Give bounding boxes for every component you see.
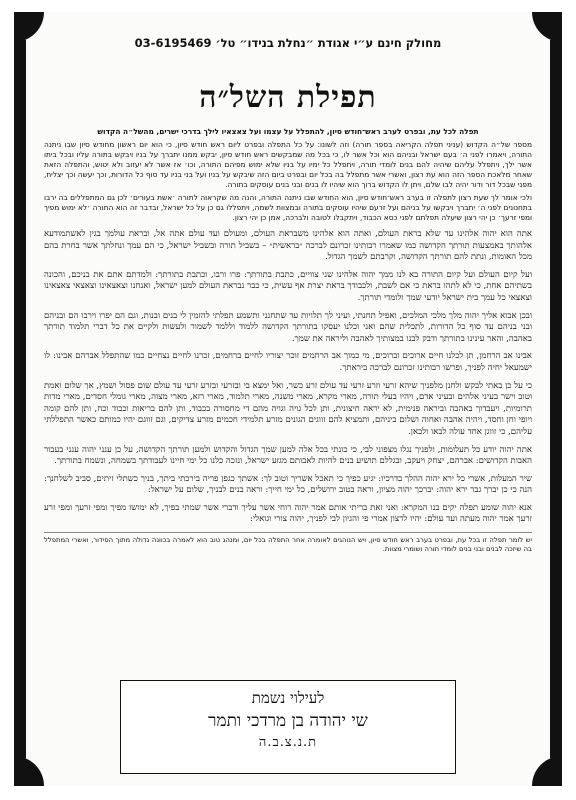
prayer-paragraph: אתה הוא יהוה אלהינו עד שלא בראת העולם, ואתה הוא אלהינו משבראת העולם, ומעולם ועד עולם אתה אל, ובראת עולמך בגין לאשתמודעא אלהותך באמצעות תורתך הקדושה כמו שאמרו רבותינו זכרונם לברכה ״בראשית״ – בשביל תורה ובשביל ישראל, כי הם עמך ונחלתך אשר בחרת בהם מכל האומות, ונתת להם תורתך הקדושה, וקרבתם לשמך הגדול.: [44, 229, 532, 263]
memorial-heading: לעילוי נשמת: [251, 689, 325, 707]
memorial-abbreviation: ת.נ.צ.ב.ה: [258, 735, 318, 750]
frame-border: [14, 40, 26, 758]
prayer-paragraph: ועל קיום העולם ועל קיום התורה בא לנו ממך יהוה אלהינו שני צוויים, כתבת בתורתך: פרו ורבו, וכתבת בתורתך: ולמדתם אתם את בניכם, והכונה בשתיהם אחת, כי לא לתהו בראת כי אם לשבת, ולכבודך בראת יצרת אף עשית, כי כבר נבראת העולם למען ישראל, ואנחנו וצאצאינו וצאצאי צאצאינו וצאצאי כל עמך בית ישראל יודעי שמך ולומדי תורתך.: [44, 269, 532, 303]
intro-section: [44, 127, 532, 223]
frame-corner: [532, 756, 562, 786]
prayer-paragraph: אתה יהוה יודע כל תעלומות, ולפניך נגלו מצפוני לבי, כי כונתי בכל אלה למען שמך הגדול והקדוש ולמען תורתך הקדושה, על כן ענני יהוה ענני בעבור האבות הקדושים: אברהם, יצחק ויעקב, ובגללם תושיע בנים להיות לאבותם מגזע ישראל, ונזכה כלנו כל ימי חיינו לעבודתך בשמחה, ונשמח בתורתך.: [44, 444, 532, 467]
footnote: יש לומר תפלה זו בכל עת, ובפרט בערב ראש חודש סיון, ויש הנוהגים לאומרה אחר התפלה בכל יום, ומנהג טוב הוא לאמרה בכוונה גדולה מתוך הסידור, ואשרי המתפלל בה שיזכה לבנים ובני בנים לומדי תורה ושומרי מצוות.: [44, 532, 532, 554]
intro-paragraph: ולכי אומר לך שעת רצון לתפלה זו בערב ראש־חודש סיון, הוא החודש שבו ניתנה התורה, והנה מה שקראוה לתורה ׳אשת בעורים׳ לכן גם המתפללים בה ירבו בתחנונים לפני ה׳ יתברך ויבקשו על בניהם ועל זרעם שיהיו עוסקים בתורה ובמצוות לשמה, ויתפללו גם כן על כל ישראל, ובדבר זה הוא התורה ׳לא ימוש מפיך ומפי זרעך׳ כן יהי רצון שיעלה תפלתם לפני כסא הכבוד, ויתקבלו לטובה ולברכה, אמן כן יהי רצון.: [44, 193, 532, 222]
intro-lead: תפלה לכל עת, ובפרט לערב ראש־חודש סיון, להתפלל על עצמו ועל צאצאיו לילך בדרכי ישרים, מהשל״ה הקדוש: [97, 127, 479, 136]
intro-paragraph: מספר של״ה הקדוש (עניני תפלה הקריאה בספר תורה) וזה לשונו: על כל התפלה ובפרט ליום ראש חודש סיון, כי הוא יום ראשון מחודש סיון שבו ניתנה התורה, ויאמרו לפני ה׳ בעם ישראל ובניהם הוא וכל אשר לו, כי בכל מה שמבקשים ראש חודש סיון, יבקש ממנו יתברך על בניו ויבקש בתורה עליו ובכל ביתו אשר ילך, ויתפלל עליהם שיהיה להם בנים לומדי תורה, ויתפלל כל ימיו על בניו שלא ימוש מפיהם התורה, וכו׳ אז אשר לא יעזוב ולא יטוש, והתפלה הזאת שאחר מלאכת הספר הזה הוא עת רצון, ואשרי אשר מתפלל בה בכל יום ובפרט ביום הזה שיבקש על בניו ועל בני בניו עד סוף כל הדורות, וכך יעשה וכך יצליח, מפני שבכל דור ודור יהיה לבו שלם, ויתן לו הקדוש ברוך הוא שיהיו לו בנים ובני בנים עוסקים בתורה.: [44, 140, 532, 189]
frame-corner: [532, 12, 562, 42]
prayer-paragraph: שיר המעלות, אשרי כל ירא יהוה ההלך בדרכיו: יגיע כפיך כי תאכל אשריך וטוב לך: אשתך כגפן פריה בירכתי ביתך, בניך כשתלי זיתים, סביב לשלחנך: הנה כי כן יברך גבר ירא יהוה: יברכך יהוה מציון, וראה בטוב ירושלים, כל ימי חייך: וראה בנים לבניך, שלום על ישראל:: [44, 473, 532, 496]
frame-corner: [14, 12, 44, 42]
prayer-paragraph: ובכן אבוא אליך יהוה מלך מלכי המלכים, ואפיל תחנתי, ועיני לך תלויות עד שתחנני ותשמע תפלתי להזמין לי בנים ובנות, וגם הם יפרו וירבו הם ובניהם ובני בניהם עד סוף כל הדורות, לתכלית שהם ואני וכלנו יעסקו בתורתך הקדושה ללמוד וללמד לשמור ולעשות ולקיים את כל דברי תלמוד תורתך באהבה, והאר עינינו בתורתך ודבק לבנו במצותיך לאהבה וליראה את שמך.: [44, 310, 532, 344]
document-body: [44, 36, 532, 772]
prayer-sheet: [14, 12, 562, 786]
distribution-line: מחולק חינם ע״י אגודת ״נחלת בנידו״ טל׳ 03-6195469: [134, 36, 442, 50]
prayer-paragraph: אנא יהוה שומע תפלה יקים בנו המקרא: ואני זאת בריתי אותם אמר יהוה רוחי אשר עליך ודברי אשר שמתי בפיך, לא ימושו מפיך ומפי זרעך ומפי זרע זרעך אמר יהוה מעתה ועד עולם: יהיו לרצון אמרי פי והגיון לבי לפניך, יהוה צורי וגואלי:: [44, 502, 532, 525]
prayer-paragraph: אבינו אב הרחמן, תן לכלנו חיים ארוכים וברוכים, מי כמוך אב הרחמים זוכר יצוריו לחיים ברחמים, זכרנו לחיים נצחיים כמו שהתפלל אברהם אבינו: לו ישמעאל יחיה לפניך, ופרשו רבותינו זכרונם לברכה ביראתך.: [44, 351, 532, 373]
memorial-name: שי יהודה בן מרדכי ותמר: [208, 711, 368, 731]
frame-border: [550, 40, 562, 758]
page-title: תפילת השל״ה: [199, 80, 377, 115]
prayer-text: [44, 229, 532, 526]
memorial-box: [120, 680, 456, 774]
frame-corner: [14, 756, 44, 786]
prayer-paragraph: כי על כן באתי לבקש ולחנן מלפניך שיהא זרעי וזרע זרעי עד עולם זרע כשר, ואל ימצא בי ובזרעי ובזרע זרעי עד עולם שום פסול ושמץ, אך שלום ואמת וטוב וישר בעיני אלהים ובעיני אדם, ויהיו בעלי תורה, מארי מקרא, מארי משנה, מארי תלמוד, מארי רזא, מארי מצוה, מארי גומלי חסדים, מארי מדות תרומיות, ויעבדוך באהבה וביראה פנימית, לא יראה חיצונית, ותן לכל גויה וגויה מהם די מחסורה בכבוד, ותן להם בריאות וכבוד וכח, ותן להם קומה ויופי וחן וחסד, ויהיה אהבה ואחוה ושלום ביניהם, ותמציא להם זווגים הגונים מזרע תלמידי חכמים מזרע צדיקים, וגם זווגם יהיו כמותם כאשר התפללתי עליהם, כי זווגן אחד עולה לבאו ולכאן.: [44, 380, 532, 437]
